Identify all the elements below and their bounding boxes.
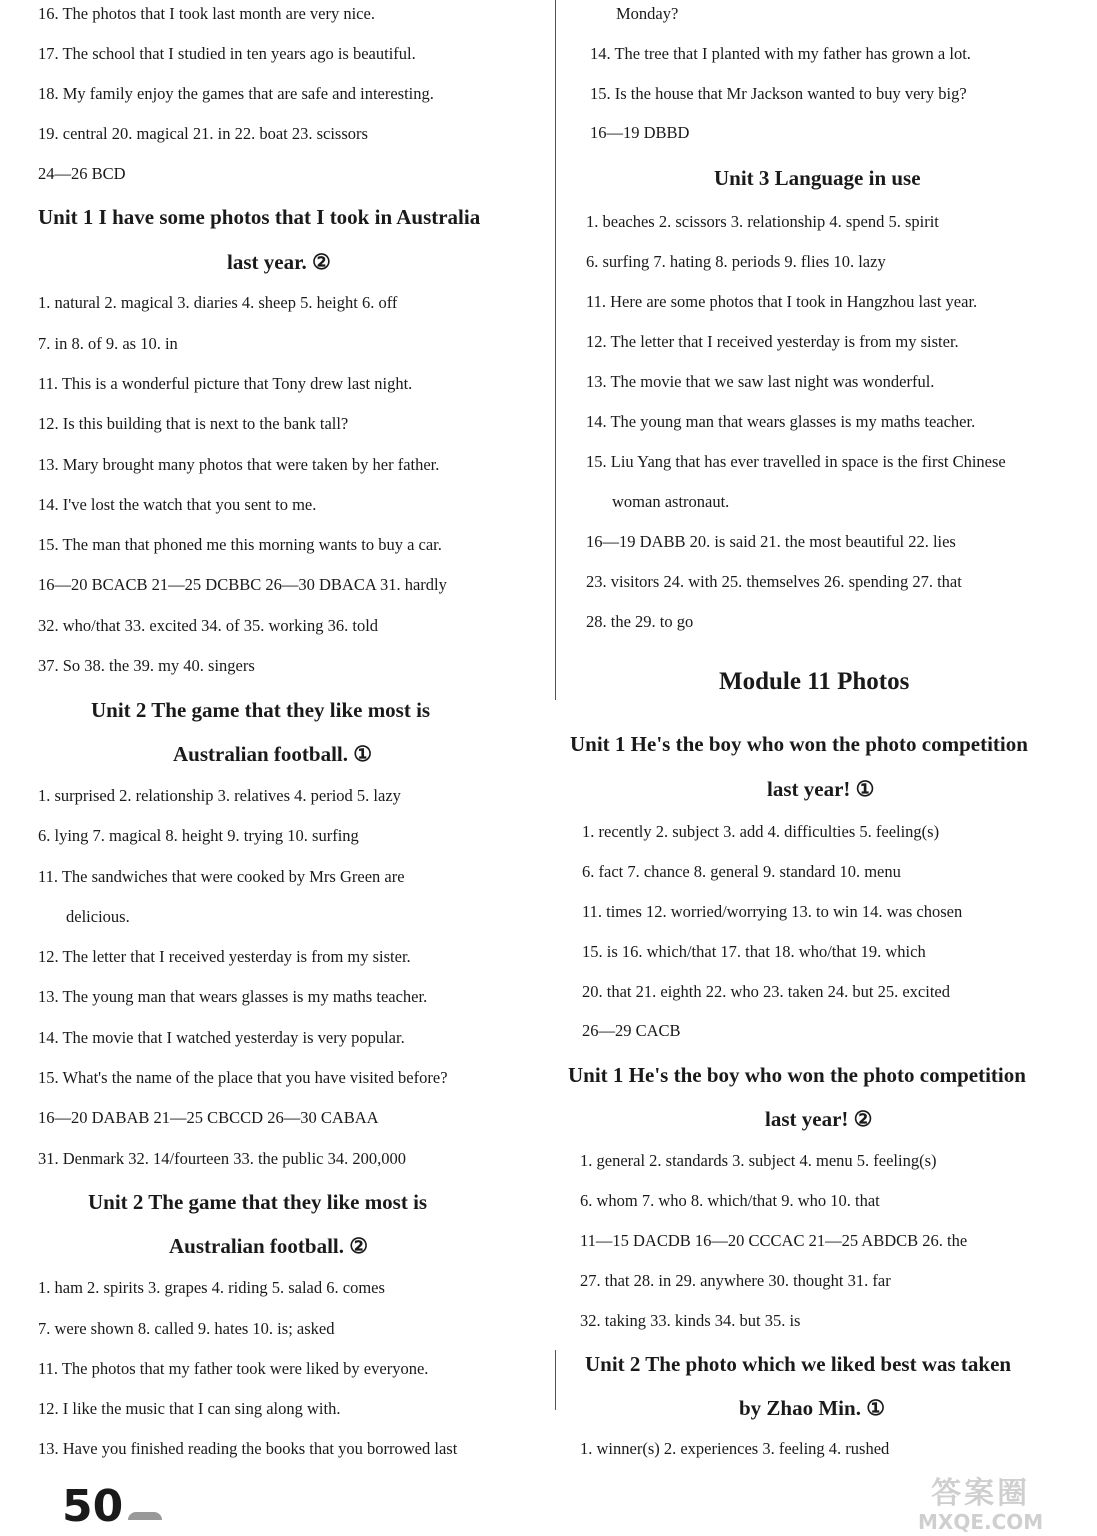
answer-line: woman astronaut. xyxy=(612,492,730,511)
answer-line: 1. winner(s) 2. experiences 3. feeling 4. rushed xyxy=(580,1439,890,1458)
answer-line: 1. recently 2. subject 3. add 4. difficulties 5. feeling(s) xyxy=(582,822,940,841)
answer-line: Monday? xyxy=(616,4,679,23)
answer-line: 6. lying 7. magical 8. height 9. trying 10. surfing xyxy=(38,826,359,845)
answer-line: 23. visitors 24. with 25. themselves 26. spending 27. that xyxy=(586,572,962,591)
section-heading-cont: last year! ② xyxy=(765,1107,873,1131)
answer-line: 27. that 28. in 29. anywhere 30. thought 31. far xyxy=(580,1271,891,1290)
answer-line: 32. taking 33. kinds 34. but 35. is xyxy=(580,1311,801,1330)
answer-line: 26—29 CACB xyxy=(582,1021,681,1040)
answer-line: 19. central 20. magical 21. in 22. boat 23. scissors xyxy=(38,124,368,143)
answer-line: 12. I like the music that I can sing along with. xyxy=(38,1399,341,1418)
section-heading: Unit 2 The photo which we liked best was taken xyxy=(585,1352,1012,1376)
section-heading-cont: Australian football. ① xyxy=(173,742,373,766)
answer-line: 16—19 DBBD xyxy=(590,123,690,142)
column-divider-bottom xyxy=(555,1350,556,1410)
answer-line: 37. So 38. the 39. my 40. singers xyxy=(38,656,255,675)
answer-line: 13. The young man that wears glasses is my maths teacher. xyxy=(38,987,428,1006)
answer-line: 15. What's the name of the place that you have visited before? xyxy=(38,1068,448,1087)
answer-line: 12. Is this building that is next to the bank tall? xyxy=(38,414,349,433)
answer-line: 32. who/that 33. excited 34. of 35. working 36. told xyxy=(38,616,379,635)
section-heading: Unit 2 The game that they like most is xyxy=(88,1190,428,1214)
section-heading: Unit 1 He's the boy who won the photo competition xyxy=(570,732,1028,756)
answer-line: 16—20 BCACB 21—25 DCBBC 26—30 DBACA 31. hardly xyxy=(38,575,447,594)
answer-line: 14. I've lost the watch that you sent to me. xyxy=(38,495,317,514)
answer-line: 14. The young man that wears glasses is my maths teacher. xyxy=(586,412,976,431)
answer-line: 16—19 DABB 20. is said 21. the most beautiful 22. lies xyxy=(586,532,956,551)
watermark-url: MXQE.COM xyxy=(918,1510,1044,1534)
answer-line: 6. whom 7. who 8. which/that 9. who 10. that xyxy=(580,1191,880,1210)
answer-line: 11. The sandwiches that were cooked by Mrs Green are xyxy=(38,867,405,886)
answer-line: 15. Liu Yang that has ever travelled in space is the first Chinese xyxy=(586,452,1006,471)
answer-line: 7. were shown 8. called 9. hates 10. is; asked xyxy=(38,1319,335,1338)
section-heading: Unit 3 Language in use xyxy=(714,166,921,190)
answer-line: 20. that 21. eighth 22. who 23. taken 24. but 25. excited xyxy=(582,982,950,1001)
answer-line: 18. My family enjoy the games that are safe and interesting. xyxy=(38,84,434,103)
page-number-ornament xyxy=(128,1512,162,1520)
section-heading-cont: last year! ① xyxy=(767,777,875,801)
answer-line: 1. general 2. standards 3. subject 4. menu 5. feeling(s) xyxy=(580,1151,937,1170)
answer-line: 24—26 BCD xyxy=(38,164,126,183)
section-heading: Unit 2 The game that they like most is xyxy=(91,698,431,722)
section-heading-cont: Australian football. ② xyxy=(169,1234,369,1258)
answer-line: 17. The school that I studied in ten years ago is beautiful. xyxy=(38,44,416,63)
page-number: 50 xyxy=(62,1481,124,1532)
answer-line: 1. natural 2. magical 3. diaries 4. sheep 5. height 6. off xyxy=(38,293,398,312)
answer-line: 14. The tree that I planted with my father has grown a lot. xyxy=(590,44,971,63)
answer-line: 11. times 12. worried/worrying 13. to win 14. was chosen xyxy=(582,902,963,921)
watermark-logo-text: 答案圈 xyxy=(931,1476,1031,1511)
answer-line: 28. the 29. to go xyxy=(586,612,694,631)
section-heading: Unit 1 I have some photos that I took in Australia xyxy=(38,205,481,229)
answer-line: 15. is 16. which/that 17. that 18. who/that 19. which xyxy=(582,942,926,961)
answer-line: 13. Mary brought many photos that were taken by her father. xyxy=(38,455,440,474)
answer-line: 16—20 DABAB 21—25 CBCCD 26—30 CABAA xyxy=(38,1108,379,1127)
answer-line: 15. Is the house that Mr Jackson wanted to buy very big? xyxy=(590,84,967,103)
answer-line: 6. fact 7. chance 8. general 9. standard 10. menu xyxy=(582,862,901,881)
column-divider-top xyxy=(555,0,556,700)
answer-line: 11. Here are some photos that I took in Hangzhou last year. xyxy=(586,292,978,311)
section-heading-cont: last year. ② xyxy=(227,250,331,274)
watermark xyxy=(918,1478,1043,1534)
answer-line: 6. surfing 7. hating 8. periods 9. flies 10. lazy xyxy=(586,252,886,271)
section-heading-cont: by Zhao Min. ① xyxy=(739,1396,886,1420)
answer-line: 12. The letter that I received yesterday is from my sister. xyxy=(38,947,411,966)
answer-line: 11. This is a wonderful picture that Tony drew last night. xyxy=(38,374,413,393)
answer-line: 15. The man that phoned me this morning wants to buy a car. xyxy=(38,535,442,554)
answer-line: 11. The photos that my father took were liked by everyone. xyxy=(38,1359,429,1378)
answer-line: 11—15 DACDB 16—20 CCCAC 21—25 ABDCB 26. the xyxy=(580,1231,968,1250)
answer-line: 13. The movie that we saw last night was wonderful. xyxy=(586,372,935,391)
answer-line: 14. The movie that I watched yesterday is very popular. xyxy=(38,1028,405,1047)
answer-line: 1. surprised 2. relationship 3. relatives 4. period 5. lazy xyxy=(38,786,401,805)
answer-line: 1. ham 2. spirits 3. grapes 4. riding 5. salad 6. comes xyxy=(38,1278,385,1297)
answer-line: 12. The letter that I received yesterday is from my sister. xyxy=(586,332,959,351)
answer-line: 31. Denmark 32. 14/fourteen 33. the public 34. 200,000 xyxy=(38,1149,406,1168)
answer-line: 7. in 8. of 9. as 10. in xyxy=(38,334,178,353)
answer-line: 13. Have you finished reading the books that you borrowed last xyxy=(38,1439,458,1458)
answer-line: 1. beaches 2. scissors 3. relationship 4. spend 5. spirit xyxy=(586,212,939,231)
module-title: Module 11 Photos xyxy=(719,668,910,695)
section-heading: Unit 1 He's the boy who won the photo competition xyxy=(568,1063,1026,1087)
answer-line: delicious. xyxy=(66,907,130,926)
answer-line: 16. The photos that I took last month are very nice. xyxy=(38,4,375,23)
